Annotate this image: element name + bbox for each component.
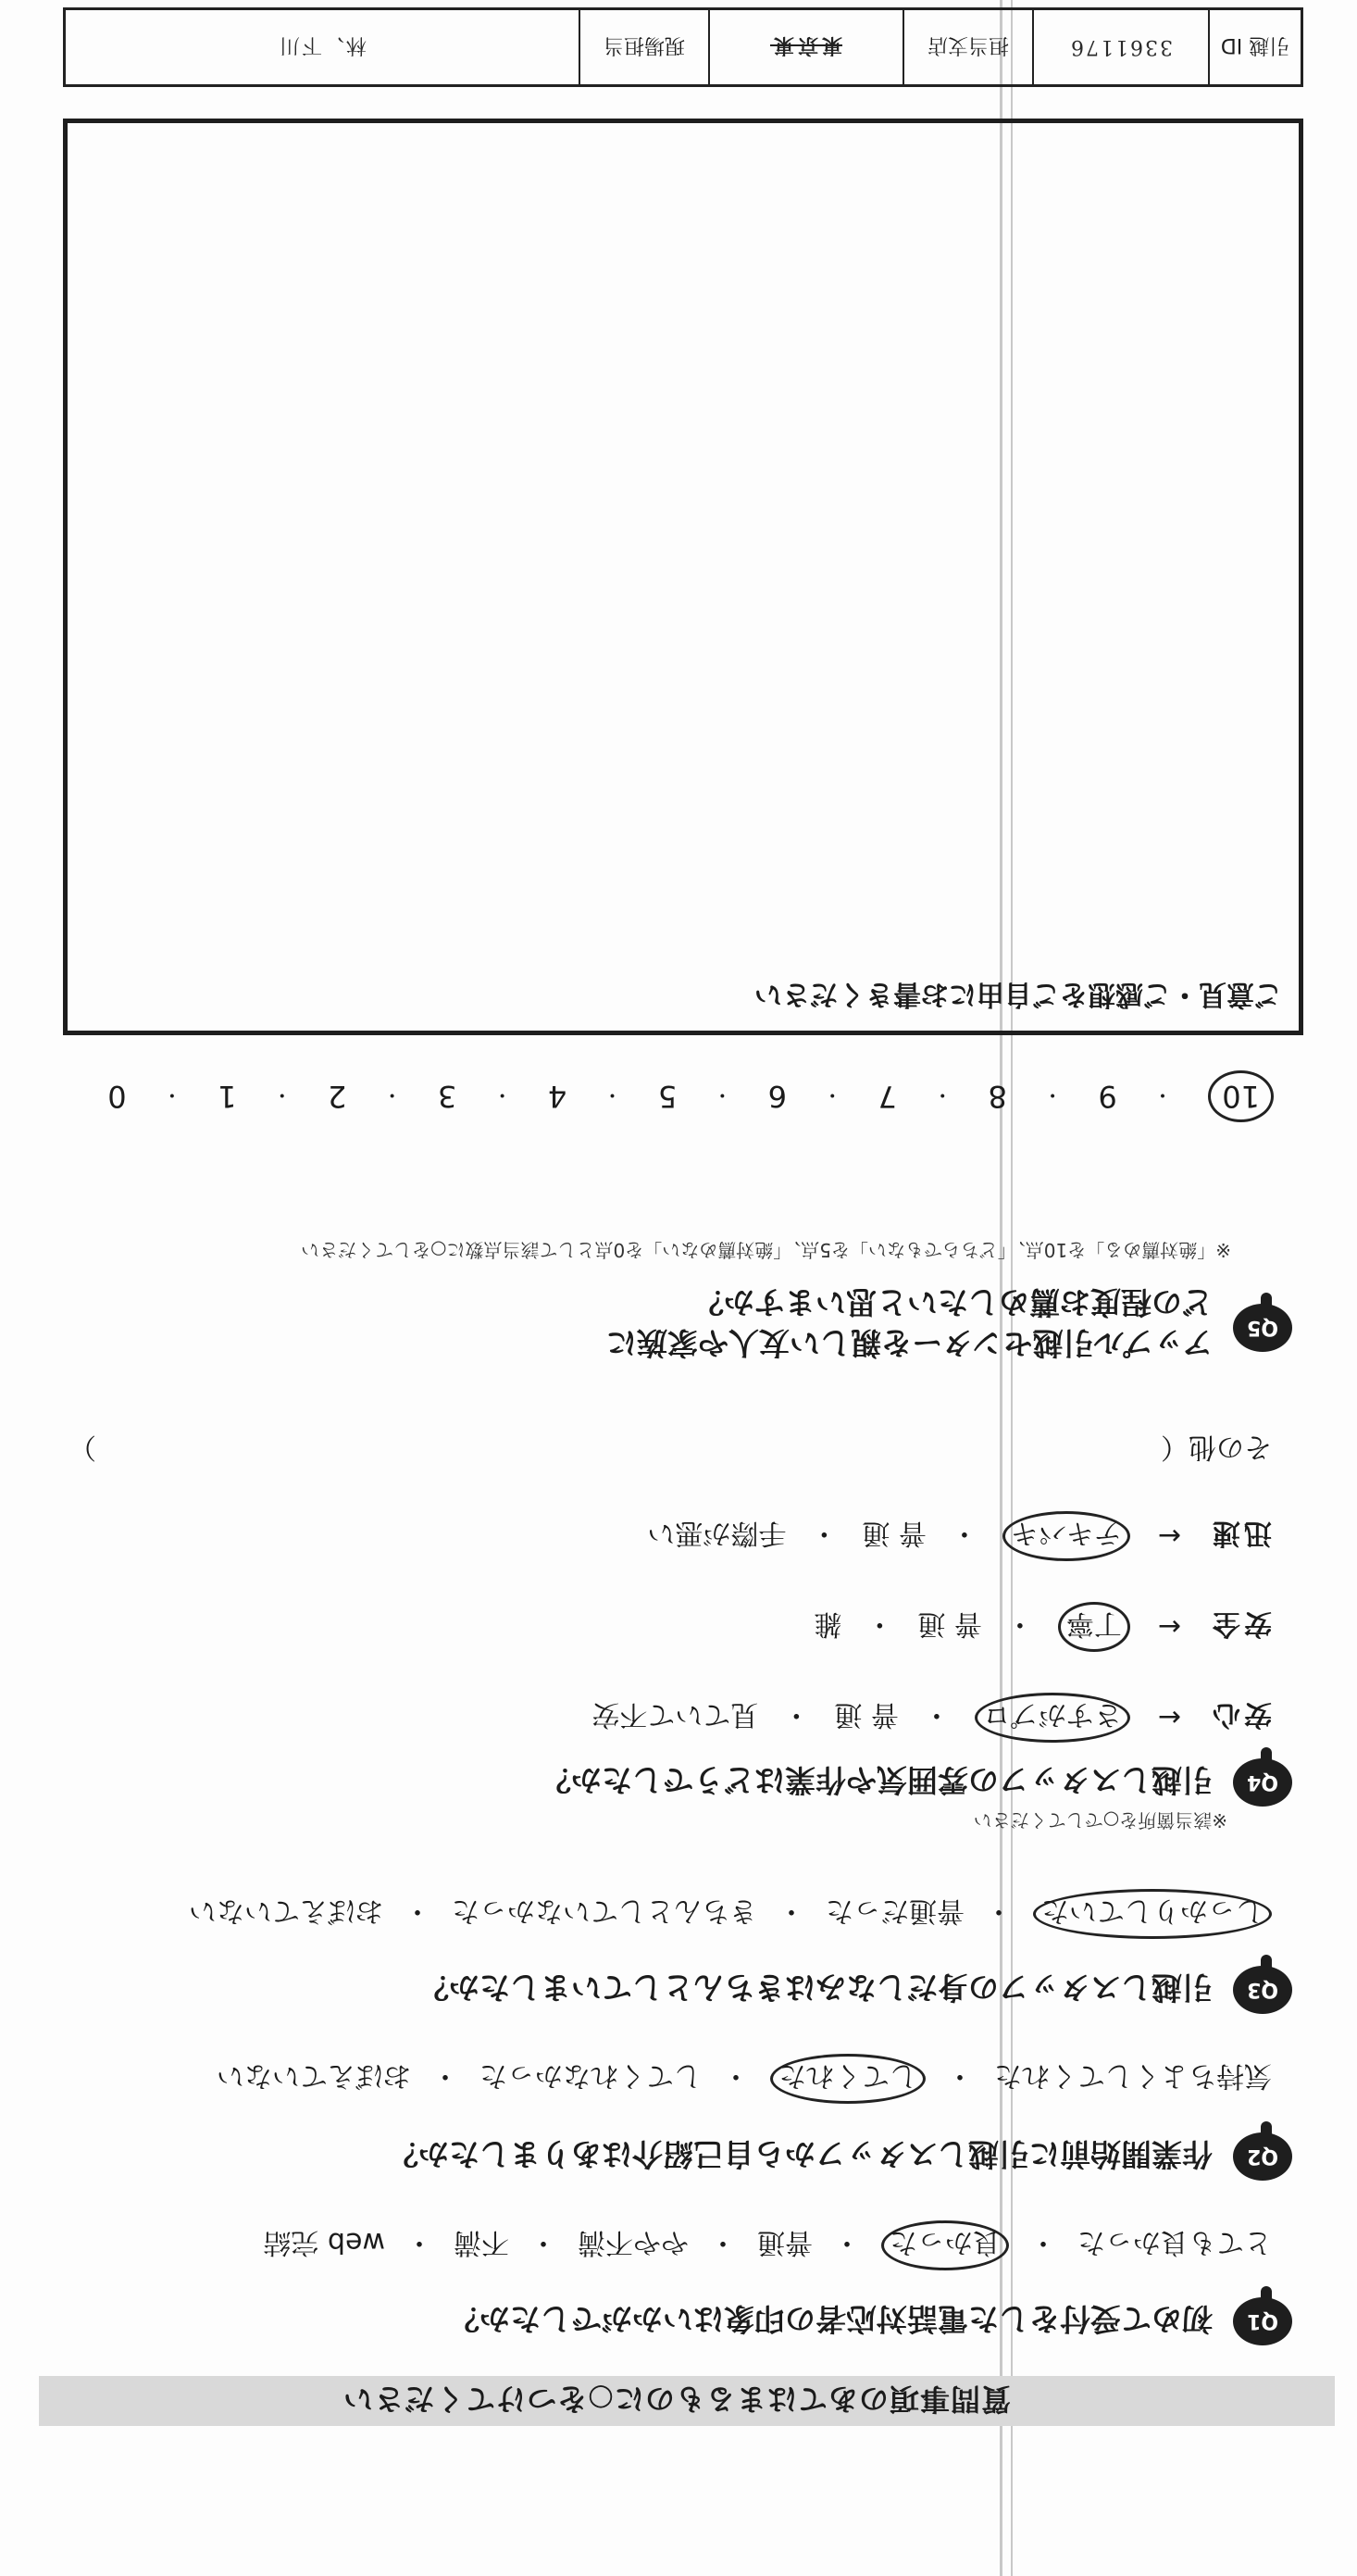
- q4-other[interactable]: [68, 1430, 1272, 1470]
- q5-rating-option[interactable]: 2: [328, 1079, 347, 1114]
- q5-row: [606, 1282, 1292, 1363]
- q4-option[interactable]: 普 通: [917, 1607, 982, 1640]
- q1-option[interactable]: やや不満: [578, 2226, 689, 2258]
- q3-question: 引越しスタッフの身だしなみはきちんとしていましたか？: [418, 1970, 1213, 2007]
- q5-badge: Q5: [1233, 1304, 1292, 1352]
- q4-question: 引越しスタッフの雰囲気や作業はどうでしたか？: [541, 1762, 1213, 1799]
- q1-badge: Q1: [1233, 2297, 1292, 2345]
- q4-row: [541, 1750, 1292, 1815]
- staff-label: 現場担当: [579, 10, 708, 84]
- comment-box[interactable]: [63, 119, 1303, 1035]
- q2-option[interactable]: してくれなかった: [479, 2059, 702, 2092]
- q1-option[interactable]: 不満: [454, 2226, 509, 2258]
- q5-rating-selected[interactable]: 10: [1208, 1070, 1274, 1122]
- q1-question: 初めて受付をした電話対応者の印象はいかがでしたか？: [449, 2301, 1213, 2338]
- q5-rating-option[interactable]: 8: [988, 1079, 1007, 1114]
- arrow-left-icon: ←: [1157, 1701, 1181, 1734]
- q1-row: [449, 2289, 1292, 2354]
- q2-question: 作業開始前に引越しスタッフから自己紹介はありましたか？: [388, 2136, 1213, 2173]
- q4-row-anzen: 安全 ← 丁寧 ・ 普 通 ・ 雑: [814, 1602, 1272, 1652]
- q4-option[interactable]: 手際が悪い: [647, 1517, 787, 1549]
- q4-option-selected[interactable]: さすがプロ: [975, 1693, 1130, 1743]
- q4-option-selected[interactable]: テキパキ: [1002, 1511, 1130, 1561]
- branch-value[interactable]: 東京東: [708, 10, 903, 84]
- arrow-left-icon: ←: [1157, 1610, 1181, 1644]
- q5-rating-option[interactable]: 5: [657, 1079, 678, 1114]
- q1-option[interactable]: 普通: [757, 2226, 813, 2258]
- q2-option[interactable]: おぼえていない: [217, 2059, 411, 2092]
- q3-options: しっかりしていた ・ 普通だった ・ きちんとしていなかった ・ おぼえていない: [189, 1889, 1272, 1939]
- q4-option[interactable]: 雑: [814, 1607, 842, 1640]
- instruction-band: [39, 2376, 1335, 2426]
- q2-row: [388, 2124, 1292, 2189]
- q2-options: 気持ちよくしてくれた ・ してくれた ・ してくれなかった ・ おぼえていない: [217, 2054, 1272, 2104]
- id-label: 引越 ID: [1208, 10, 1301, 84]
- q5-rating-option[interactable]: 9: [1098, 1079, 1117, 1114]
- q5-question-line2: どの程度お薦めしたいと思いますか？: [693, 1284, 1213, 1320]
- branch-label: 担当支店: [903, 10, 1032, 84]
- q5-rating-option[interactable]: 4: [547, 1079, 567, 1114]
- q2-option-selected[interactable]: してくれた: [770, 2054, 926, 2104]
- instruction-text: 質問事項のあてはまるものに○をつけてください: [342, 2382, 1011, 2417]
- q4-note: ※該当箇所を○でしてください: [973, 1809, 1227, 1832]
- q4-option-selected[interactable]: 丁寧: [1058, 1602, 1130, 1652]
- q4-row-jinsoku: 迅速 ← テキパキ ・ 普 通 ・ 手際が悪い: [647, 1511, 1272, 1561]
- q5-rating-option[interactable]: 0: [107, 1079, 127, 1114]
- q4-option[interactable]: 見ていて不安: [591, 1698, 759, 1731]
- q5-question-line1: アップル引越センターを親しい友人や家族に: [605, 1325, 1213, 1361]
- q1-options: とても良かった ・ 良かった ・ 普通 ・ やや不満 ・ 不満 ・ web 完結: [263, 2220, 1272, 2270]
- q4-row-label: 安全: [1209, 1607, 1272, 1640]
- q3-row: [418, 1957, 1292, 2022]
- q3-option[interactable]: おぼえていない: [189, 1894, 383, 1927]
- q4-row-label: 迅速: [1209, 1517, 1272, 1549]
- q5-note: ※「絶対薦める」を10点、「どちらでもない」を5点、「絶対薦めない」を0点として該当点数に○をしてください: [301, 1239, 1231, 1261]
- q4-other-close: ）: [68, 1431, 96, 1463]
- q1-option[interactable]: web 完結: [263, 2226, 385, 2258]
- q3-option-selected[interactable]: しっかりしていた: [1033, 1889, 1272, 1939]
- q4-option[interactable]: 普 通: [862, 1517, 927, 1549]
- comment-title: ご意見・ご感想をご自由にお書きください: [754, 978, 1282, 1010]
- footer-table: [63, 7, 1303, 87]
- q4-row-label: 安心: [1209, 1698, 1272, 1731]
- comment-value[interactable]: [84, 140, 1282, 966]
- q5-rating-option[interactable]: 7: [878, 1079, 897, 1114]
- q5-rating-option[interactable]: 3: [437, 1079, 457, 1114]
- q4-option[interactable]: 普 通: [834, 1698, 899, 1731]
- q3-option[interactable]: きちんとしていなかった: [452, 1894, 757, 1927]
- q5-rating-option[interactable]: 6: [767, 1079, 788, 1114]
- q2-badge: Q2: [1233, 2132, 1292, 2181]
- q5-rating-scale: 10 ・ 9 ・ 8 ・ 7 ・ 6 ・ 5 ・ 4 ・ 3 ・ 2 ・ 1 ・ 0: [107, 1070, 1274, 1122]
- id-value[interactable]: 3361176: [1032, 10, 1208, 84]
- q5-rating-option[interactable]: 1: [218, 1079, 237, 1114]
- q4-row-anshin: 安心 ← さすがプロ ・ 普 通 ・ 見ていて不安: [591, 1693, 1272, 1743]
- q1-option[interactable]: とても良かった: [1077, 2226, 1272, 2258]
- q4-badge: Q4: [1233, 1758, 1292, 1807]
- arrow-left-icon: ←: [1157, 1519, 1181, 1553]
- q4-other-label: その他（: [1161, 1431, 1272, 1463]
- q2-option[interactable]: 気持ちよくしてくれた: [994, 2059, 1272, 2092]
- q1-option-selected[interactable]: 良かった: [881, 2220, 1009, 2270]
- q3-option[interactable]: 普通だった: [826, 1894, 965, 1927]
- q3-badge: Q3: [1233, 1966, 1292, 2014]
- staff-value[interactable]: 林、下川: [278, 33, 367, 57]
